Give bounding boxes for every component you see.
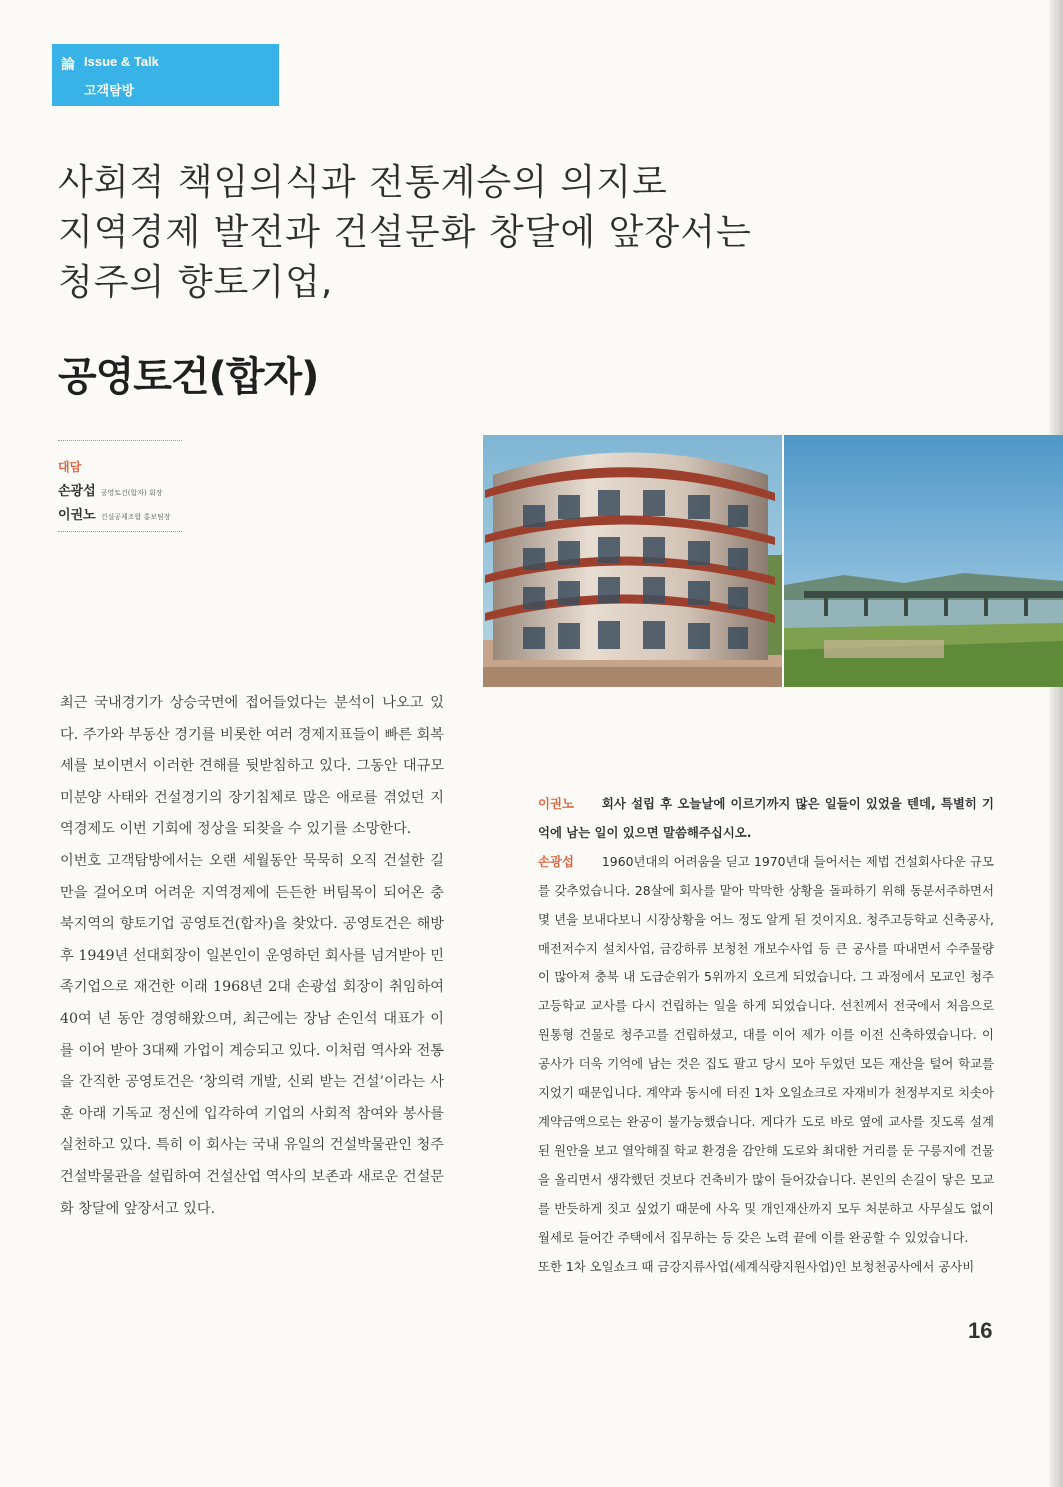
interview-answer: [538, 848, 994, 1253]
person-role: 건설공제조합 홍보팀장: [100, 513, 171, 521]
section-mark: 論: [61, 57, 75, 73]
divider: [58, 440, 182, 441]
headline-line: 지역경제 발전과 건설문화 창달에 앞장서는: [58, 212, 752, 253]
interview-question: [538, 790, 994, 848]
answer-speaker: 손광섭: [538, 853, 574, 869]
answer-text: 1960년대의 어려움을 딛고 1970년대 들어서는 제법 건설회사다운 규모를 갖추었습니다. 28살에 회사를 맡아 막막한 상황을 돌파하기 위해 동분서주하면서 몇 년을 보내다보니 시장상황을 어느 정도 알게 된 것이지요. 청주고등학교 신축공사, 매전저수지 설치사업, 금강하류 보청천 개보수사업 등 큰 공사를 따내면서 수주물량이 많아져 충북 내 도급순위가 5위까지 오르게 되었습니다. 그 과정에서 모교인 청주고등학교 교사를 다시 건립하는 일을 하게 되었습니다. 선친께서 전국에서 처음으로 원통형 건물로 청주고를 건립하셨고, 대를 이어 제가 이를 이전 신축하였습니다. 이 공사가 더욱 기억에 남는 것은 집도 팔고 당시 모아 두었던 모든 재산을 털어 학교를 지었기 때문입니다. 계약과 동시에 터진 1차 오일쇼크로 자재비가 천정부지로 치솟아 계약금액으로는 완공이 불가능했습니다. 게다가 도로 바로 옆에 교사를 짓도록 설계된 원안을 보고 열악해질 학교 환경을 감안해 도로와 최대한 거리를 둔 구릉지에 건물을 올리면서 생각했던 것보다 건축비가 많이 들어갔습니다. 본인의 손길이 닿은 모교를 반듯하게 짓고 싶었기 때문에 사옥 및 개인재산까지 모두 처분하고 사무실도 없이 월세로 들어간 주택에서 집무하는 등 갖은 노력 끝에 이를 완공할 수 있었습니다.: [538, 853, 994, 1245]
company-name: 공영토건(합자): [58, 354, 319, 400]
question-text: 회사 설립 후 오늘날에 이르기까지 많은 일들이 있었을 텐데, 특별히 기억에 남는 일이 있으면 말씀해주십시오.: [538, 796, 994, 840]
headline-line: 사회적 책임의식과 전통계승의 의지로: [58, 162, 668, 203]
headline-line: 청주의 향토기업,: [58, 262, 334, 303]
talk-person: [58, 480, 162, 499]
round-building-photo: [483, 435, 782, 687]
page-number: 16: [968, 1318, 993, 1343]
interview-continuation: 또한 1차 오일쇼크 때 금강지류사업(세계식량지원사업)인 보청천공사에서 공사비: [538, 1258, 975, 1274]
person-role: 공영토건(합자) 회장: [100, 489, 163, 497]
river-bridge-photo: [784, 435, 1063, 687]
intro-text: [60, 688, 444, 1225]
intro-paragraph: 이번호 고객탐방에서는 오랜 세월동안 묵묵히 오직 건설한 길만을 걸어오며 어려운 지역경제에 든든한 버팀목이 되어온 충북지역의 향토기업 공영토건(합자)을 찾았다. 공영토건은 해방 후 1949년 선대회장이 일본인이 운영하던 회사를 넘겨받아 민족기업으로 재건한 이래 1968년 2대 손광섭 회장이 취임하여 40여 년 동안 경영해왔으며, 최근에는 장남 손인석 대표가 이를 이어 받아 3대째 가업이 계승되고 있다. 이처럼 역사와 전통을 간직한 공영토건은 ‘창의력 개발, 신뢰 받는 건설’이라는 사훈 아래 기독교 정신에 입각하여 기업의 사회적 참여와 봉사를 실천하고 있다. 특히 이 회사는 국내 유일의 건설박물관인 청주건설박물관을 설립하여 건설산업 역사의 보존과 새로운 건설문화 창달에 앞장서고 있다.: [60, 852, 444, 1217]
person-name: 손광섭: [58, 484, 96, 499]
headline: [58, 158, 758, 308]
page-edge-shadow: [1049, 0, 1063, 1487]
section-tab: [52, 44, 279, 106]
question-speaker: 이권노: [538, 796, 574, 811]
talk-label: 대담: [58, 460, 82, 474]
interview-text: [538, 790, 994, 1281]
person-name: 이권노: [58, 508, 96, 523]
intro-paragraph: 최근 국내경기가 상승국면에 접어들었다는 분석이 나오고 있다. 주가와 부동산 경기를 비롯한 여러 경제지표들이 빠른 회복세를 보이면서 이러한 견해를 뒷받침하고 있다. 그동안 대규모 미분양 사태와 건설경기의 장기침체로 많은 애로를 겪었던 지역경제도 이번 기회에 정상을 되찾을 수 있기를 소망한다.: [60, 695, 444, 838]
section-subtitle: 고객탐방: [84, 84, 135, 99]
talk-person: [58, 504, 171, 523]
divider: [58, 531, 182, 532]
section-name: Issue & Talk: [84, 54, 159, 69]
